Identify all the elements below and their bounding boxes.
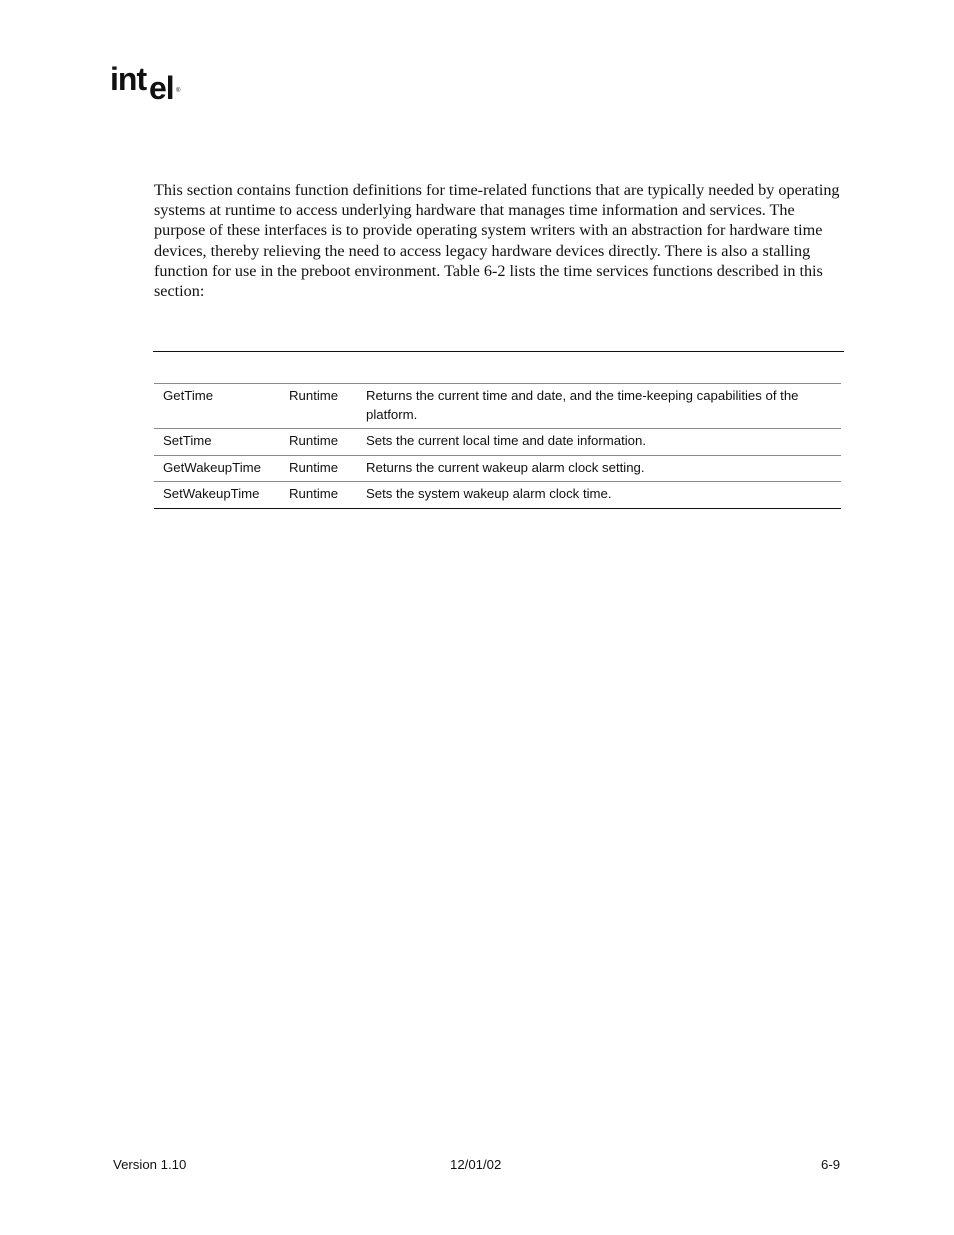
function-type: Runtime [280,429,357,456]
function-type: Runtime [280,384,357,429]
function-name: GetTime [154,384,280,429]
function-type: Runtime [280,455,357,482]
function-description: Returns the current time and date, and the time-keeping capabilities of the platform. [357,384,841,429]
logo-text-drop: el [149,70,174,106]
table-row [154,482,841,509]
logo-registered-mark: ® [176,88,181,94]
function-description: Returns the current wakeup alarm clock setting. [357,455,841,482]
function-description: Sets the current local time and date information. [357,429,841,456]
function-name: GetWakeupTime [154,455,280,482]
function-description: Sets the system wakeup alarm clock time. [357,482,841,509]
table-row [154,455,841,482]
intel-logo-icon [110,56,190,108]
function-name: SetWakeupTime [154,482,280,509]
footer-page-number: 6-9 [821,1157,841,1172]
logo-text: int [110,61,147,97]
footer-date: 12/01/02 [450,1157,502,1172]
table-top-rule [153,351,844,352]
footer-version: Version 1.10 [113,1157,187,1172]
table-row [154,429,841,456]
intro-paragraph: This section contains function definitions for time-related functions that are typically needed by operating systems at runtime to access underlying hardware that manages time information and services. The purpose of these interfaces is to provide operating system writers with an abstraction for hardware time devices, thereby relieving the need to access legacy hardware devices directly. There is also a stalling function for use in the preboot environment. Table 6-2 lists the time services functions described in this section: [154,181,840,301]
function-name: SetTime [154,429,280,456]
time-services-table [154,383,841,509]
table-row [154,384,841,429]
function-type: Runtime [280,482,357,509]
